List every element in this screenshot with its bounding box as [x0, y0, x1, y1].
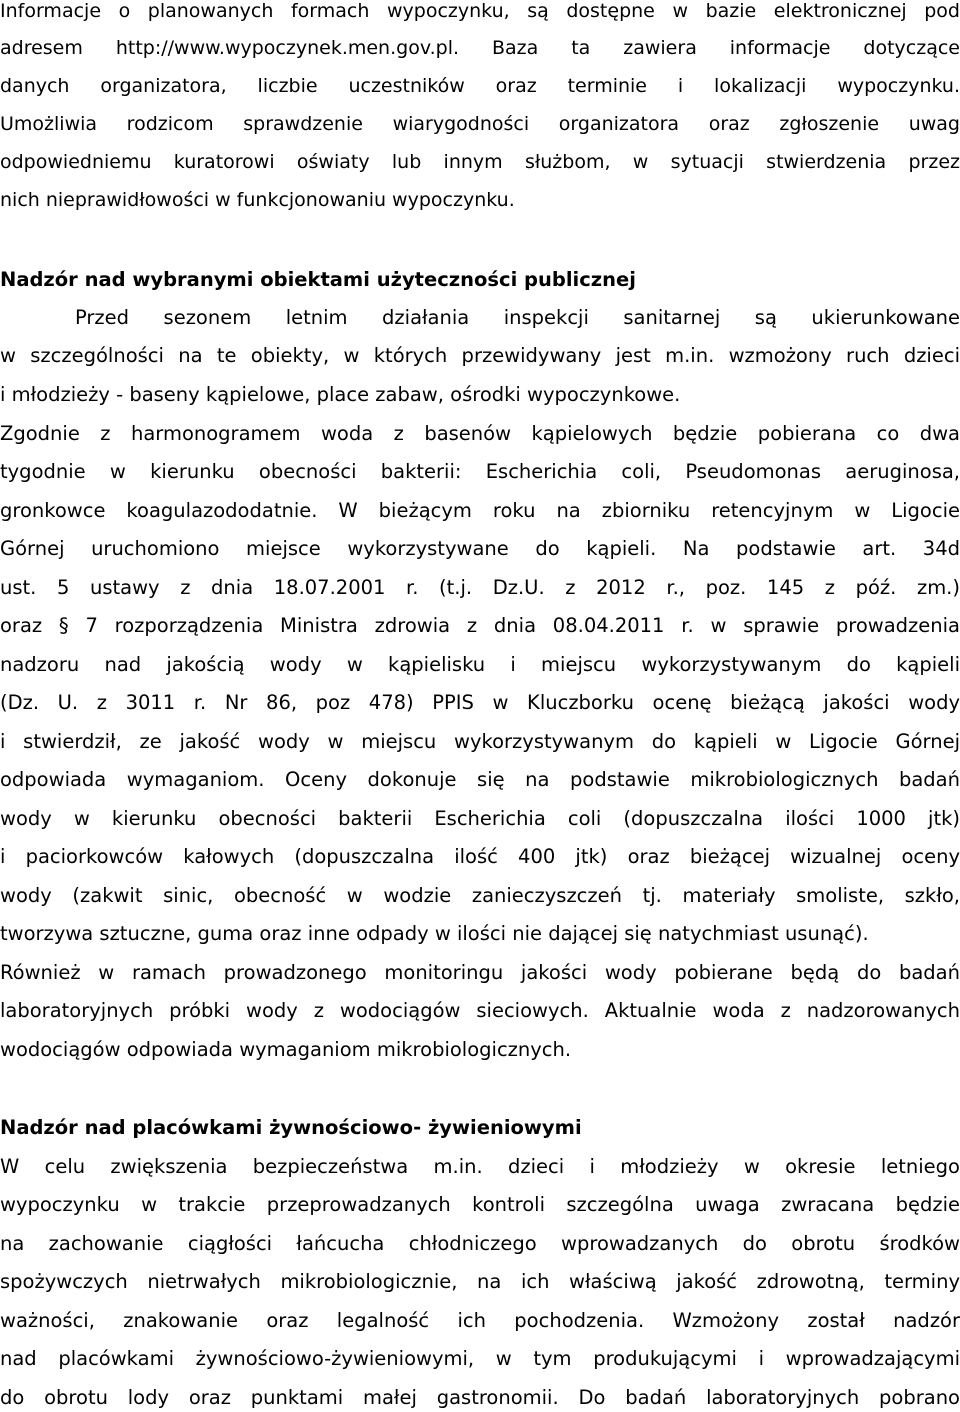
text-line: odpowiedniemu kuratorowi oświaty lub innym służbom, w sytuacji stwierdzenia przez: [0, 151, 960, 173]
text-line: danych organizatora, liczbie uczestników oraz terminie i lokalizacji wypoczynku.: [0, 75, 960, 97]
text-line: wodociągów odpowiada wymaganiom mikrobiologicznych.: [0, 1038, 572, 1061]
text-line: tworzywa sztuczne, guma oraz inne odpady w ilości nie dającej się natychmiast usunąć).: [0, 922, 869, 945]
text-line: Przed sezonem letnim działania inspekcji sanitarnej są ukierunkowane: [75, 306, 960, 329]
text-line: i paciorkowców kałowych (dopuszczalna ilość 400 jtk) oraz bieżącej wizualnej oceny: [0, 845, 960, 868]
text-line: i młodzieży - baseny kąpielowe, place zabaw, ośrodki wypoczynkowe.: [0, 383, 681, 406]
text-line: wody (zakwit sinic, obecność w wodzie zanieczyszczeń tj. materiały smoliste, szkło,: [0, 884, 960, 907]
text-line: na zachowanie ciągłości łańcucha chłodniczego wprowadzanych do obrotu środków: [0, 1232, 960, 1255]
text-line: Zgodnie z harmonogramem woda z basenów kąpielowych będzie pobierana co dwa: [0, 422, 960, 445]
text-line: wypoczynku w trakcie przeprowadzanych kontroli szczególna uwaga zwracana będzie: [0, 1193, 960, 1216]
text-line: Informacje o planowanych formach wypoczynku, są dostępne w bazie elektronicznej pod: [0, 0, 960, 22]
text-line: spożywczych nietrwałych mikrobiologicznie, na ich właściwą jakość zdrowotną, terminy: [0, 1270, 960, 1293]
text-line: i stwierdził, ze jakość wody w miejscu wykorzystywanym do kąpieli w Ligocie Górnej: [0, 730, 960, 753]
text-line: gronkowce koagulazododatnie. W bieżącym roku na zbiorniku retencyjnym w Ligocie: [0, 499, 960, 522]
text-line: ważności, znakowanie oraz legalność ich pochodzenia. Wzmożony został nadzór: [0, 1309, 960, 1332]
section-heading: Nadzór nad placówkami żywnościowo- żywieniowymi: [0, 1116, 582, 1139]
text-line: odpowiada wymaganiom. Oceny dokonuje się na podstawie mikrobiologicznych badań: [0, 768, 960, 791]
text-line: nich nieprawidłowości w funkcjonowaniu wypoczynku.: [0, 189, 515, 211]
text-line: oraz § 7 rozporządzenia Ministra zdrowia z dnia 08.04.2011 r. w sprawie prowadzenia: [0, 614, 960, 637]
text-line: wody w kierunku obecności bakterii Escherichia coli (dopuszczalna ilości 1000 jtk): [0, 807, 960, 830]
text-line: Również w ramach prowadzonego monitoringu jakości wody pobierane będą do badań: [0, 961, 960, 984]
text-line: Górnej uruchomiono miejsce wykorzystywane do kąpieli. Na podstawie art. 34d: [0, 537, 960, 560]
text-line: nadzoru nad jakością wody w kąpielisku i miejscu wykorzystywanym do kąpieli: [0, 653, 960, 676]
text-line: nad placówkami żywnościowo-żywieniowymi, w tym produkującymi i wprowadzającymi: [0, 1347, 960, 1370]
text-line: do obrotu lody oraz punktami małej gastronomii. Do badań laboratoryjnych pobrano: [0, 1386, 960, 1409]
section-heading: Nadzór nad wybranymi obiektami użyteczności publicznej: [0, 268, 636, 291]
text-line: (Dz. U. z 3011 r. Nr 86, poz 478) PPIS w Kluczborku ocenę bieżącą jakości wody: [0, 691, 960, 714]
text-line: Umożliwia rodzicom sprawdzenie wiarygodności organizatora oraz zgłoszenie uwag: [0, 113, 960, 135]
text-line: laboratoryjnych próbki wody z wodociągów sieciowych. Aktualnie woda z nadzorowanych: [0, 999, 960, 1022]
text-line: adresem http://www.wypoczynek.men.gov.pl. Baza ta zawiera informacje dotyczące: [0, 37, 960, 59]
text-line: ust. 5 ustawy z dnia 18.07.2001 r. (t.j. Dz.U. z 2012 r., poz. 145 z póź. zm.): [0, 576, 960, 599]
text-line: tygodnie w kierunku obecności bakterii: Escherichia coli, Pseudomonas aeruginosa,: [0, 460, 960, 483]
text-line: W celu zwiększenia bezpieczeństwa m.in. dzieci i młodzieży w okresie letniego: [0, 1155, 960, 1178]
text-line: w szczególności na te obiekty, w których przewidywany jest m.in. wzmożony ruch dzieci: [0, 344, 960, 367]
